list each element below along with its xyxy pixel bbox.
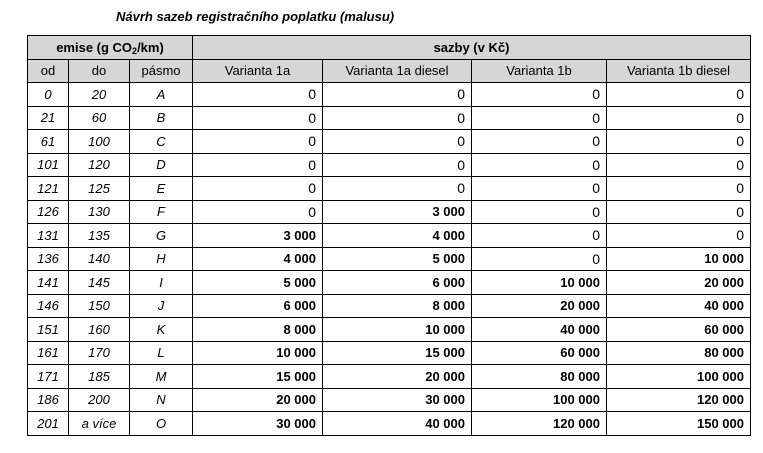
cell-od: 131: [28, 224, 69, 248]
cell-varianta-1a-diesel: 0: [323, 83, 472, 107]
cell-varianta-1a: 0: [193, 83, 323, 107]
cell-pasmo: B: [130, 106, 193, 130]
cell-pasmo: G: [130, 224, 193, 248]
cell-do: 130: [69, 200, 130, 224]
cell-od: 146: [28, 294, 69, 318]
cell-varianta-1b-diesel: 120 000: [607, 388, 751, 412]
cell-varianta-1a: 30 000: [193, 412, 323, 436]
table-body: [28, 83, 751, 436]
cell-varianta-1a-diesel: 0: [323, 177, 472, 201]
cell-do: 20: [69, 83, 130, 107]
cell-do: 135: [69, 224, 130, 248]
rates-group-header: sazby (v Kč): [193, 36, 751, 60]
cell-od: 0: [28, 83, 69, 107]
cell-pasmo: O: [130, 412, 193, 436]
cell-varianta-1b: 0: [472, 200, 607, 224]
cell-varianta-1b: 60 000: [472, 341, 607, 365]
table-row: [28, 388, 751, 412]
table-row: [28, 153, 751, 177]
cell-od: 61: [28, 130, 69, 154]
cell-varianta-1a: 5 000: [193, 271, 323, 295]
cell-varianta-1a: 8 000: [193, 318, 323, 342]
table-row: [28, 106, 751, 130]
cell-varianta-1b: 0: [472, 153, 607, 177]
cell-do: 60: [69, 106, 130, 130]
cell-varianta-1b-diesel: 40 000: [607, 294, 751, 318]
cell-pasmo: H: [130, 247, 193, 271]
cell-pasmo: C: [130, 130, 193, 154]
cell-varianta-1b: 120 000: [472, 412, 607, 436]
cell-varianta-1a-diesel: 15 000: [323, 341, 472, 365]
cell-varianta-1b-diesel: 60 000: [607, 318, 751, 342]
cell-varianta-1a-diesel: 3 000: [323, 200, 472, 224]
column-header-row: [28, 59, 751, 83]
cell-varianta-1b: 40 000: [472, 318, 607, 342]
table-row: [28, 224, 751, 248]
cell-varianta-1a: 0: [193, 130, 323, 154]
cell-varianta-1a-diesel: 30 000: [323, 388, 472, 412]
cell-od: 171: [28, 365, 69, 389]
cell-varianta-1a-diesel: 20 000: [323, 365, 472, 389]
column-header-varianta-1b: Varianta 1b: [472, 59, 607, 83]
cell-varianta-1b-diesel: 0: [607, 200, 751, 224]
cell-od: 186: [28, 388, 69, 412]
cell-varianta-1a: 6 000: [193, 294, 323, 318]
cell-varianta-1a-diesel: 8 000: [323, 294, 472, 318]
cell-varianta-1a: 3 000: [193, 224, 323, 248]
cell-od: 141: [28, 271, 69, 295]
cell-varianta-1b-diesel: 0: [607, 83, 751, 107]
malus-rates-table: [27, 35, 751, 436]
cell-od: 101: [28, 153, 69, 177]
cell-varianta-1b-diesel: 100 000: [607, 365, 751, 389]
cell-do: 125: [69, 177, 130, 201]
column-header-varianta-1a-diesel: Varianta 1a diesel: [323, 59, 472, 83]
cell-varianta-1b-diesel: 0: [607, 153, 751, 177]
cell-pasmo: J: [130, 294, 193, 318]
cell-od: 151: [28, 318, 69, 342]
cell-varianta-1b-diesel: 0: [607, 106, 751, 130]
column-header-od: od: [28, 59, 69, 83]
column-header-varianta-1a: Varianta 1a: [193, 59, 323, 83]
cell-varianta-1b: 0: [472, 224, 607, 248]
table-row: [28, 130, 751, 154]
cell-varianta-1b: 0: [472, 83, 607, 107]
cell-varianta-1a-diesel: 6 000: [323, 271, 472, 295]
cell-do: 200: [69, 388, 130, 412]
cell-varianta-1a-diesel: 0: [323, 106, 472, 130]
cell-pasmo: E: [130, 177, 193, 201]
column-header-varianta-1b-diesel: Varianta 1b diesel: [607, 59, 751, 83]
table-row: [28, 247, 751, 271]
table-row: [28, 318, 751, 342]
cell-varianta-1b: 10 000: [472, 271, 607, 295]
column-header-pasmo: pásmo: [130, 59, 193, 83]
cell-varianta-1a-diesel: 4 000: [323, 224, 472, 248]
cell-varianta-1b-diesel: 20 000: [607, 271, 751, 295]
cell-varianta-1b-diesel: 80 000: [607, 341, 751, 365]
cell-varianta-1a-diesel: 5 000: [323, 247, 472, 271]
cell-od: 21: [28, 106, 69, 130]
cell-varianta-1b: 80 000: [472, 365, 607, 389]
cell-varianta-1a: 0: [193, 153, 323, 177]
column-header-do: do: [69, 59, 130, 83]
cell-varianta-1b: 0: [472, 130, 607, 154]
cell-varianta-1b-diesel: 0: [607, 224, 751, 248]
table-row: [28, 412, 751, 436]
cell-do: 150: [69, 294, 130, 318]
cell-varianta-1b: 0: [472, 247, 607, 271]
cell-pasmo: D: [130, 153, 193, 177]
cell-varianta-1a-diesel: 0: [323, 153, 472, 177]
document-title: Návrh sazeb registračního poplatku (malusu): [116, 9, 395, 24]
table-row: [28, 341, 751, 365]
cell-do: 140: [69, 247, 130, 271]
cell-varianta-1b-diesel: 10 000: [607, 247, 751, 271]
cell-varianta-1a: 10 000: [193, 341, 323, 365]
cell-varianta-1b-diesel: 0: [607, 177, 751, 201]
cell-varianta-1b: 0: [472, 177, 607, 201]
cell-pasmo: A: [130, 83, 193, 107]
cell-do: 160: [69, 318, 130, 342]
cell-varianta-1b: 100 000: [472, 388, 607, 412]
cell-varianta-1a-diesel: 40 000: [323, 412, 472, 436]
cell-pasmo: I: [130, 271, 193, 295]
cell-varianta-1b: 20 000: [472, 294, 607, 318]
cell-varianta-1a: 0: [193, 177, 323, 201]
cell-varianta-1a-diesel: 0: [323, 130, 472, 154]
table-row: [28, 365, 751, 389]
cell-varianta-1b: 0: [472, 106, 607, 130]
cell-od: 136: [28, 247, 69, 271]
cell-do: 100: [69, 130, 130, 154]
cell-od: 201: [28, 412, 69, 436]
cell-varianta-1a-diesel: 10 000: [323, 318, 472, 342]
cell-varianta-1b-diesel: 0: [607, 130, 751, 154]
cell-varianta-1a: 20 000: [193, 388, 323, 412]
cell-do: 145: [69, 271, 130, 295]
cell-pasmo: F: [130, 200, 193, 224]
cell-do: a více: [69, 412, 130, 436]
table-row: [28, 83, 751, 107]
table-row: [28, 271, 751, 295]
cell-varianta-1a: 4 000: [193, 247, 323, 271]
cell-pasmo: L: [130, 341, 193, 365]
cell-od: 121: [28, 177, 69, 201]
group-header-row: [28, 36, 751, 60]
cell-varianta-1b-diesel: 150 000: [607, 412, 751, 436]
cell-do: 185: [69, 365, 130, 389]
cell-od: 126: [28, 200, 69, 224]
cell-varianta-1a: 15 000: [193, 365, 323, 389]
emissions-group-header: emise (g $CO_2/km$): [28, 36, 193, 60]
cell-pasmo: M: [130, 365, 193, 389]
cell-do: 170: [69, 341, 130, 365]
cell-varianta-1a: 0: [193, 200, 323, 224]
cell-do: 120: [69, 153, 130, 177]
table-row: [28, 200, 751, 224]
cell-od: 161: [28, 341, 69, 365]
cell-pasmo: N: [130, 388, 193, 412]
table-row: [28, 177, 751, 201]
table-row: [28, 294, 751, 318]
cell-varianta-1a: 0: [193, 106, 323, 130]
cell-pasmo: K: [130, 318, 193, 342]
